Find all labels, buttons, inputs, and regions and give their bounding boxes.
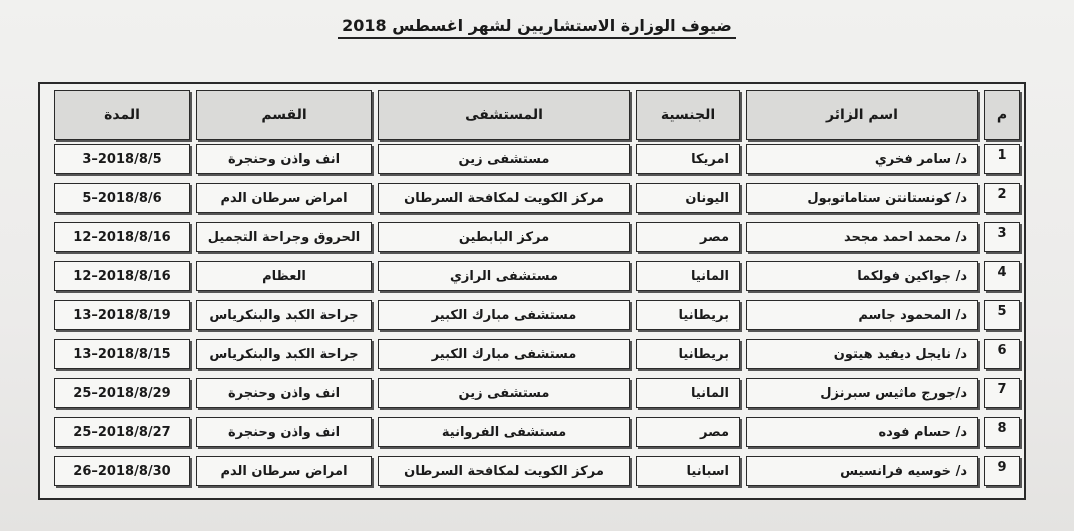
table-row [48,222,1020,252]
table-row [48,144,1020,174]
row-num: 4 [984,261,1020,291]
header-duration: المدة [54,90,190,140]
row-num: 8 [984,417,1020,447]
row-hospital: مركز الكويت لمكافحة السرطان [378,183,630,213]
row-department: جراحة الكبد والبنكرياس [196,300,372,330]
table-row [48,417,1020,447]
header-hospital: المستشفى [378,90,630,140]
row-duration: 2018/8/29–25 [54,378,190,408]
table-row [48,300,1020,330]
row-nationality: اسبانيا [636,456,740,486]
row-duration: 2018/8/27–25 [54,417,190,447]
row-nationality: بريطانيا [636,339,740,369]
table-row [48,456,1020,486]
row-nationality: اليونان [636,183,740,213]
title-text: ضيوف الوزارة الاستشاريين لشهر اغسطس 2018 [338,16,736,39]
row-name: د/ جواكين فولكما [746,261,978,291]
row-num: 2 [984,183,1020,213]
row-num: 3 [984,222,1020,252]
table-row [48,378,1020,408]
row-nationality: المانيا [636,378,740,408]
row-hospital: مستشفى الفروانية [378,417,630,447]
row-num: 5 [984,300,1020,330]
table-header-row [48,90,1020,140]
row-num: 1 [984,144,1020,174]
header-name: اسم الزائر [746,90,978,140]
row-department: العظام [196,261,372,291]
row-num: 7 [984,378,1020,408]
row-name: د/ محمد احمد مجحد [746,222,978,252]
row-department: الحروق وجراحة التجميل [196,222,372,252]
row-num: 6 [984,339,1020,369]
row-nationality: امريكا [636,144,740,174]
row-duration: 2018/8/16–12 [54,261,190,291]
page-title [0,16,1074,35]
table-row [48,261,1020,291]
row-nationality: المانيا [636,261,740,291]
row-hospital: مركز البابطين [378,222,630,252]
table-row [48,183,1020,213]
row-name: د/جورج ماثيس سبرنزل [746,378,978,408]
row-hospital: مستشفى مبارك الكبير [378,300,630,330]
row-hospital: مستشفى زين [378,144,630,174]
visitors-table [38,82,1026,500]
row-duration: 2018/8/16–12 [54,222,190,252]
row-department: جراحة الكبد والبنكرياس [196,339,372,369]
row-nationality: بريطانيا [636,300,740,330]
row-name: د/ حسام فوده [746,417,978,447]
row-name: د/ سامر فخري [746,144,978,174]
row-name: د/ المحمود جاسم [746,300,978,330]
row-hospital: مركز الكويت لمكافحة السرطان [378,456,630,486]
header-num: م [984,90,1020,140]
header-department: القسم [196,90,372,140]
row-department: انف واذن وحنجرة [196,144,372,174]
row-name: د/ خوسيه فرانسيس [746,456,978,486]
row-department: امراض سرطان الدم [196,456,372,486]
row-nationality: مصر [636,417,740,447]
row-duration: 2018/8/19–13 [54,300,190,330]
row-hospital: مستشفى زين [378,378,630,408]
row-num: 9 [984,456,1020,486]
row-duration: 2018/8/30–26 [54,456,190,486]
table-row [48,339,1020,369]
row-name: د/ كونستانتن ستاماتوبول [746,183,978,213]
row-duration: 2018/8/6–5 [54,183,190,213]
row-name: د/ نايجل ديفيد هيتون [746,339,978,369]
row-hospital: مستشفى مبارك الكبير [378,339,630,369]
row-hospital: مستشفى الرازي [378,261,630,291]
row-duration: 2018/8/15–13 [54,339,190,369]
row-nationality: مصر [636,222,740,252]
row-department: انف واذن وحنجرة [196,417,372,447]
row-duration: 2018/8/5–3 [54,144,190,174]
header-nationality: الجنسية [636,90,740,140]
row-department: انف واذن وحنجرة [196,378,372,408]
row-department: امراض سرطان الدم [196,183,372,213]
